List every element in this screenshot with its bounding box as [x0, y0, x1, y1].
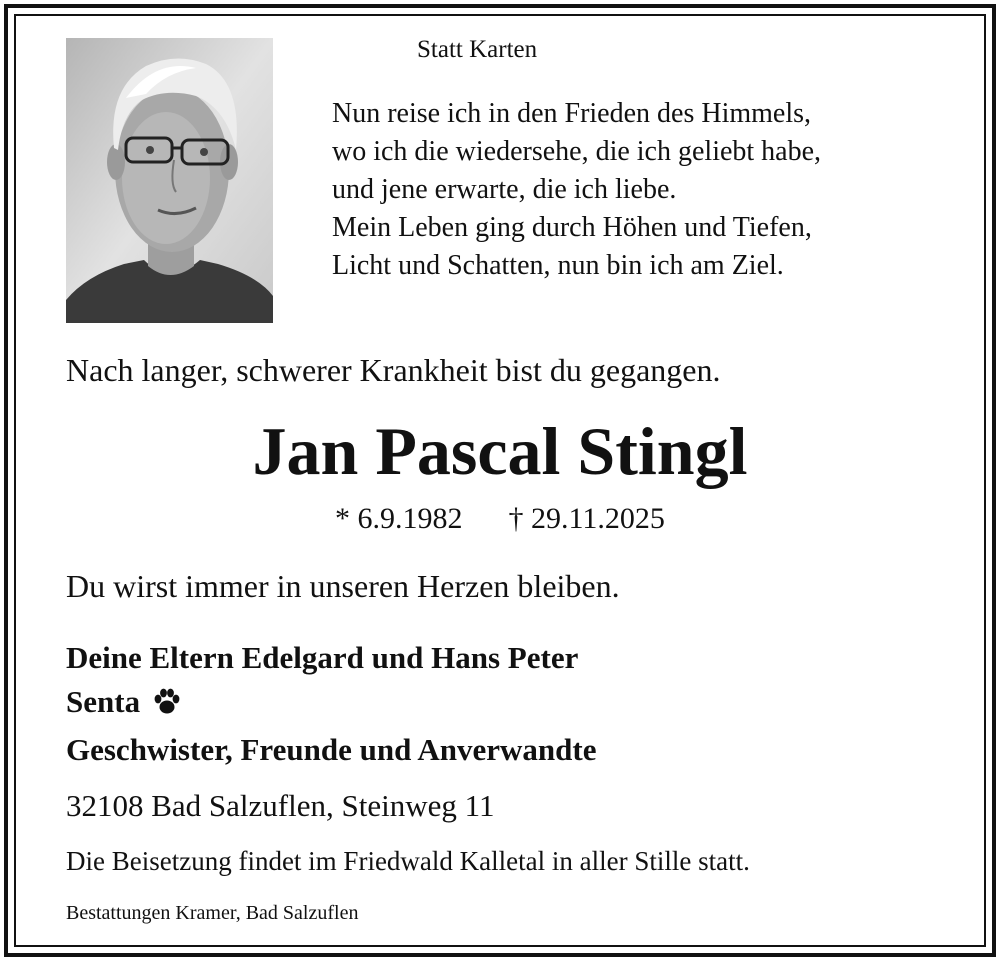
family-signature [66, 636, 596, 772]
poem-line: und jene erwarte, die ich liebe. [332, 174, 677, 205]
deceased-name: Jan Pascal Stingl [252, 413, 748, 489]
poem-line: wo ich die wiedersehe, die ich geliebt habe, [332, 136, 822, 167]
address: 32108 Bad Salzuflen, Steinweg 11 [66, 788, 495, 823]
death-date: † 29.11.2025 [508, 502, 665, 535]
portrait-photo [66, 38, 273, 323]
life-dates [0, 502, 1000, 536]
burial-notice: Die Beisetzung findet im Friedwald Kalletal in aller Stille statt. [66, 846, 750, 876]
family-line: Deine Eltern Edelgard und Hans Peter [66, 640, 579, 675]
remembrance-text: Du wirst immer in unseren Herzen bleiben. [66, 568, 620, 604]
poem-line: Nun reise ich in den Frieden des Himmels, [332, 98, 812, 129]
family-line: Geschwister, Freunde und Anverwandte [66, 732, 597, 767]
birth-date: * 6.9.1982 [335, 502, 463, 535]
poem-line: Licht und Schatten, nun bin ich am Ziel. [332, 250, 784, 281]
poem-line: Mein Leben ging durch Höhen und Tiefen, [332, 212, 812, 243]
header-label: Statt Karten [417, 36, 538, 63]
paw-print-icon [152, 684, 182, 728]
undertaker: Bestattungen Kramer, Bad Salzuflen [66, 902, 359, 924]
family-line-pet [66, 680, 596, 728]
intro-text: Nach langer, schwerer Krankheit bist du gegangen. [66, 352, 721, 388]
pet-name: Senta [66, 684, 141, 719]
poem [332, 95, 821, 285]
